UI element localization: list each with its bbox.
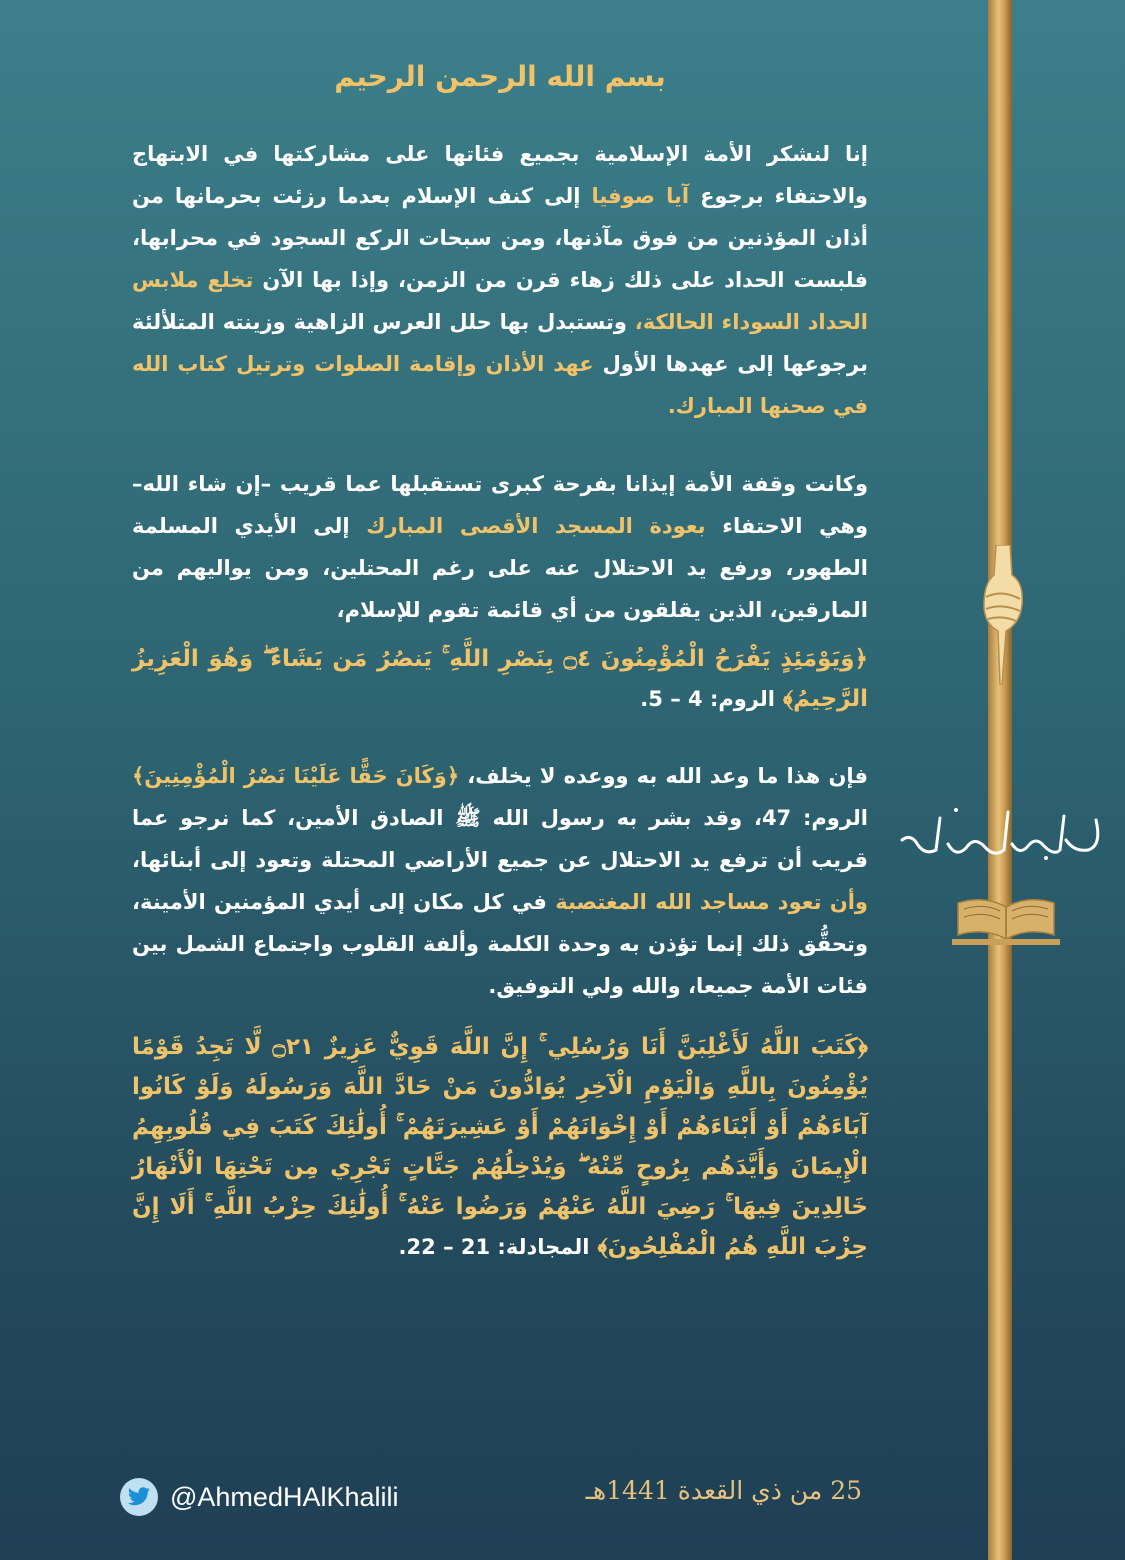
verse2-text: ﴿كَتَبَ اللَّهُ لَأَغْلِبَنَّ أَنَا وَرُسُلِي ۚ إِنَّ اللَّهَ قَوِيٌّ عَزِيزٌ ۝٢١ لَّا تَجِدُ قَوْمًا يُؤْمِنُونَ بِاللَّهِ وَالْيَوْمِ الْآخِرِ يُوَادُّونَ مَنْ حَادَّ اللَّهَ وَرَسُولَهُ وَلَوْ كَانُوا آبَاءَهُمْ أَوْ أَبْنَاءَهُمْ أَوْ إِخْوَانَهُمْ أَوْ عَشِيرَتَهُمْ ۚ أُولَٰئِكَ كَتَبَ فِي قُلُوبِهِمُ الْإِيمَانَ وَأَيَّدَهُم بِرُوحٍ مِّنْهُ ۖ وَيُدْخِلُهُمْ جَنَّاتٍ تَجْرِي مِن تَحْتِهَا الْأَنْهَارُ خَالِدِينَ فِيهَا ۚ رَضِيَ اللَّهُ عَنْهُمْ وَرَضُوا عَنْهُ ۚ أُولَٰئِكَ حِزْبُ اللَّهِ ۚ أَلَا إِنَّ حِزْبَ اللَّهِ هُمُ الْمُفْلِحُونَ﴾ — [132, 1034, 868, 1260]
p3-text-a: فإن هذا ما وعد الله به ووعده لا يخلف، — [459, 764, 868, 788]
verse2-reference: المجادلة: 21 – 22. — [398, 1235, 590, 1259]
open-book-icon — [950, 895, 1062, 947]
p1-text-c: إلى كنف الإسلام بعدما رزئت بحرمانها من أذان المؤذنين من فوق مآذنها، ومن سبحات الركع السجود في محرابها، فلبست الحداد على ذلك زهاء قرن من الزمن، وإذا بها الآن — [132, 184, 868, 292]
p1-highlight-hagia-sophia: آيا صوفيا — [591, 184, 690, 208]
verse1-reference: الروم: 4 – 5. — [640, 687, 775, 711]
p3-highlight-mosques: وأن تعود مساجد الله المغتصبة — [555, 890, 868, 914]
p1-text-e: وتستبدل بها حلل العرس الزاهية وزينته المتلألئة برجوعها إلى عهدها الأول — [132, 310, 868, 376]
twitter-handle-block[interactable] — [120, 1474, 399, 1520]
twitter-handle-text[interactable]: @AhmedHAlKhalili — [170, 1481, 399, 1512]
basmala-heading: بسم الله الرحمن الرحيم — [334, 60, 666, 93]
p1-text-a: إنا لنشكر الأمة الإسلامية بجميع فئاتها على مشاركتها في الابتهاج والاحتفاء برجوع — [132, 142, 868, 208]
twitter-icon[interactable] — [120, 1478, 158, 1516]
paragraph-hagia-sophia — [132, 133, 868, 427]
hijri-date: 25 من ذي القعدة 1441هـ — [585, 1476, 862, 1505]
paragraph-al-aqsa — [132, 463, 868, 631]
p2-text-a: وكانت وقفة الأمة إيذانا بفرحة كبرى تستقبلها عما قريب –إن شاء الله– وهي الاحتفاء — [132, 472, 869, 538]
main-content — [132, 60, 868, 1267]
p3-text-e: في كل مكان إلى أيدي المؤمنين الأمينة، وتحقُّق ذلك إنما تؤذن به وحدة الكلمة وألفة القلوب واجتماع الشمل بين فئات الأمة جميعا، والله ولي التوفيق. — [132, 890, 868, 998]
p2-highlight-aqsa: بعودة المسجد الأقصى المبارك — [366, 514, 706, 538]
verse1-text: ﴿وَيَوْمَئِذٍ يَفْرَحُ الْمُؤْمِنُونَ ۝٤ بِنَصْرِ اللَّهِ ۚ يَنصُرُ مَن يَشَاءُ ۖ وَهُوَ الْعَزِيزُ الرَّحِيمُ﴾ — [132, 646, 868, 712]
quran-verse-ar-rum — [132, 639, 868, 719]
golden-divider-rail — [988, 0, 1012, 1560]
author-signature — [896, 800, 1108, 864]
p1-highlight-adhan: عهد الأذان وإقامة الصلوات وترتيل كتاب الله في صحنها المبارك. — [132, 352, 868, 418]
p1-highlight-mourning: تخلع ملابس الحداد السوداء الحالكة، — [132, 268, 868, 334]
paragraph-promise — [132, 755, 868, 1007]
quran-verse-al-mujadila — [132, 1027, 868, 1267]
p3-verse-inline: ﴿وَكَانَ حَقًّا عَلَيْنَا نَصْرُ الْمُؤْمِنِينَ﴾ — [132, 764, 460, 788]
p2-text-c: إلى الأيدي المسلمة الطهور، ورفع يد الاحتلال عنه على رغم المحتلين، ومن يواليهم من المارقين، الذين يقلقون من أي قائمة تقوم للإسلام، — [132, 514, 868, 622]
joined-hands-icon — [972, 545, 1034, 685]
p3-text-c: الروم: 47، وقد بشر به رسول الله ﷺ الصادق الأمين، كما نرجو عما قريب أن ترفع يد الاحتلال عن جميع الأراضي المحتلة وتعود إلى أبنائها، — [132, 806, 868, 872]
